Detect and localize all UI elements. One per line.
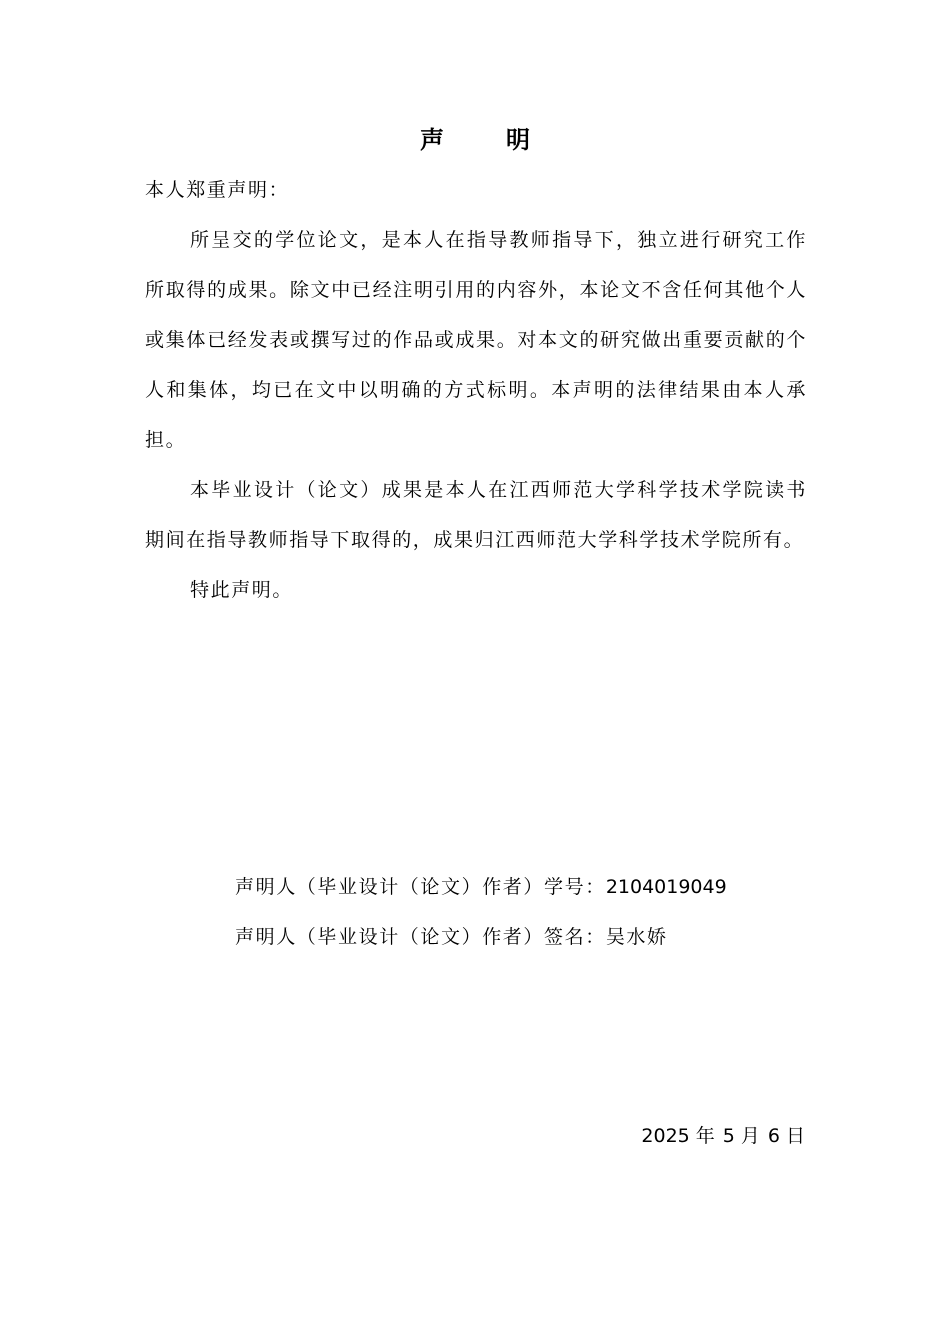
date-day-unit: 日 bbox=[785, 1125, 805, 1147]
student-id-label: 声明人（毕业设计（论文）作者）学号： bbox=[235, 876, 606, 898]
date-year: 2025 bbox=[641, 1125, 690, 1147]
date-month: 5 bbox=[722, 1125, 735, 1147]
date-year-unit: 年 bbox=[695, 1125, 715, 1147]
date-day: 6 bbox=[767, 1125, 780, 1147]
paragraph-closing: 特此声明。 bbox=[190, 579, 294, 601]
student-id-row bbox=[235, 872, 727, 902]
paragraph-originality: 所呈交的学位论文，是本人在指导教师指导下，独立进行研究工作所取得的成果。除文中已经注明引用的内容外，本论文不含任何其他个人或集体已经发表或撰写过的作品或成果。对本文的研究做出重要贡献的个人和集体，均已在文中以明确的方式标明。本声明的法律结果由本人承担。 bbox=[145, 229, 807, 451]
signature-row bbox=[235, 922, 668, 952]
signature-value: 吴水娇 bbox=[605, 926, 668, 948]
paragraph-ownership: 本毕业设计（论文）成果是本人在江西师范大学科学技术学院读书期间在指导教师指导下取得的，成果归江西师范大学科学技术学院所有。 bbox=[145, 479, 807, 551]
intro-line: 本人郑重声明： bbox=[145, 179, 290, 201]
date-line bbox=[641, 1121, 805, 1151]
student-id-value: 2104019049 bbox=[605, 876, 727, 898]
page-title: 声明 bbox=[420, 126, 592, 154]
signature-label: 声明人（毕业设计（论文）作者）签名： bbox=[235, 926, 606, 948]
declaration-body bbox=[145, 165, 807, 615]
date-month-unit: 月 bbox=[740, 1125, 760, 1147]
